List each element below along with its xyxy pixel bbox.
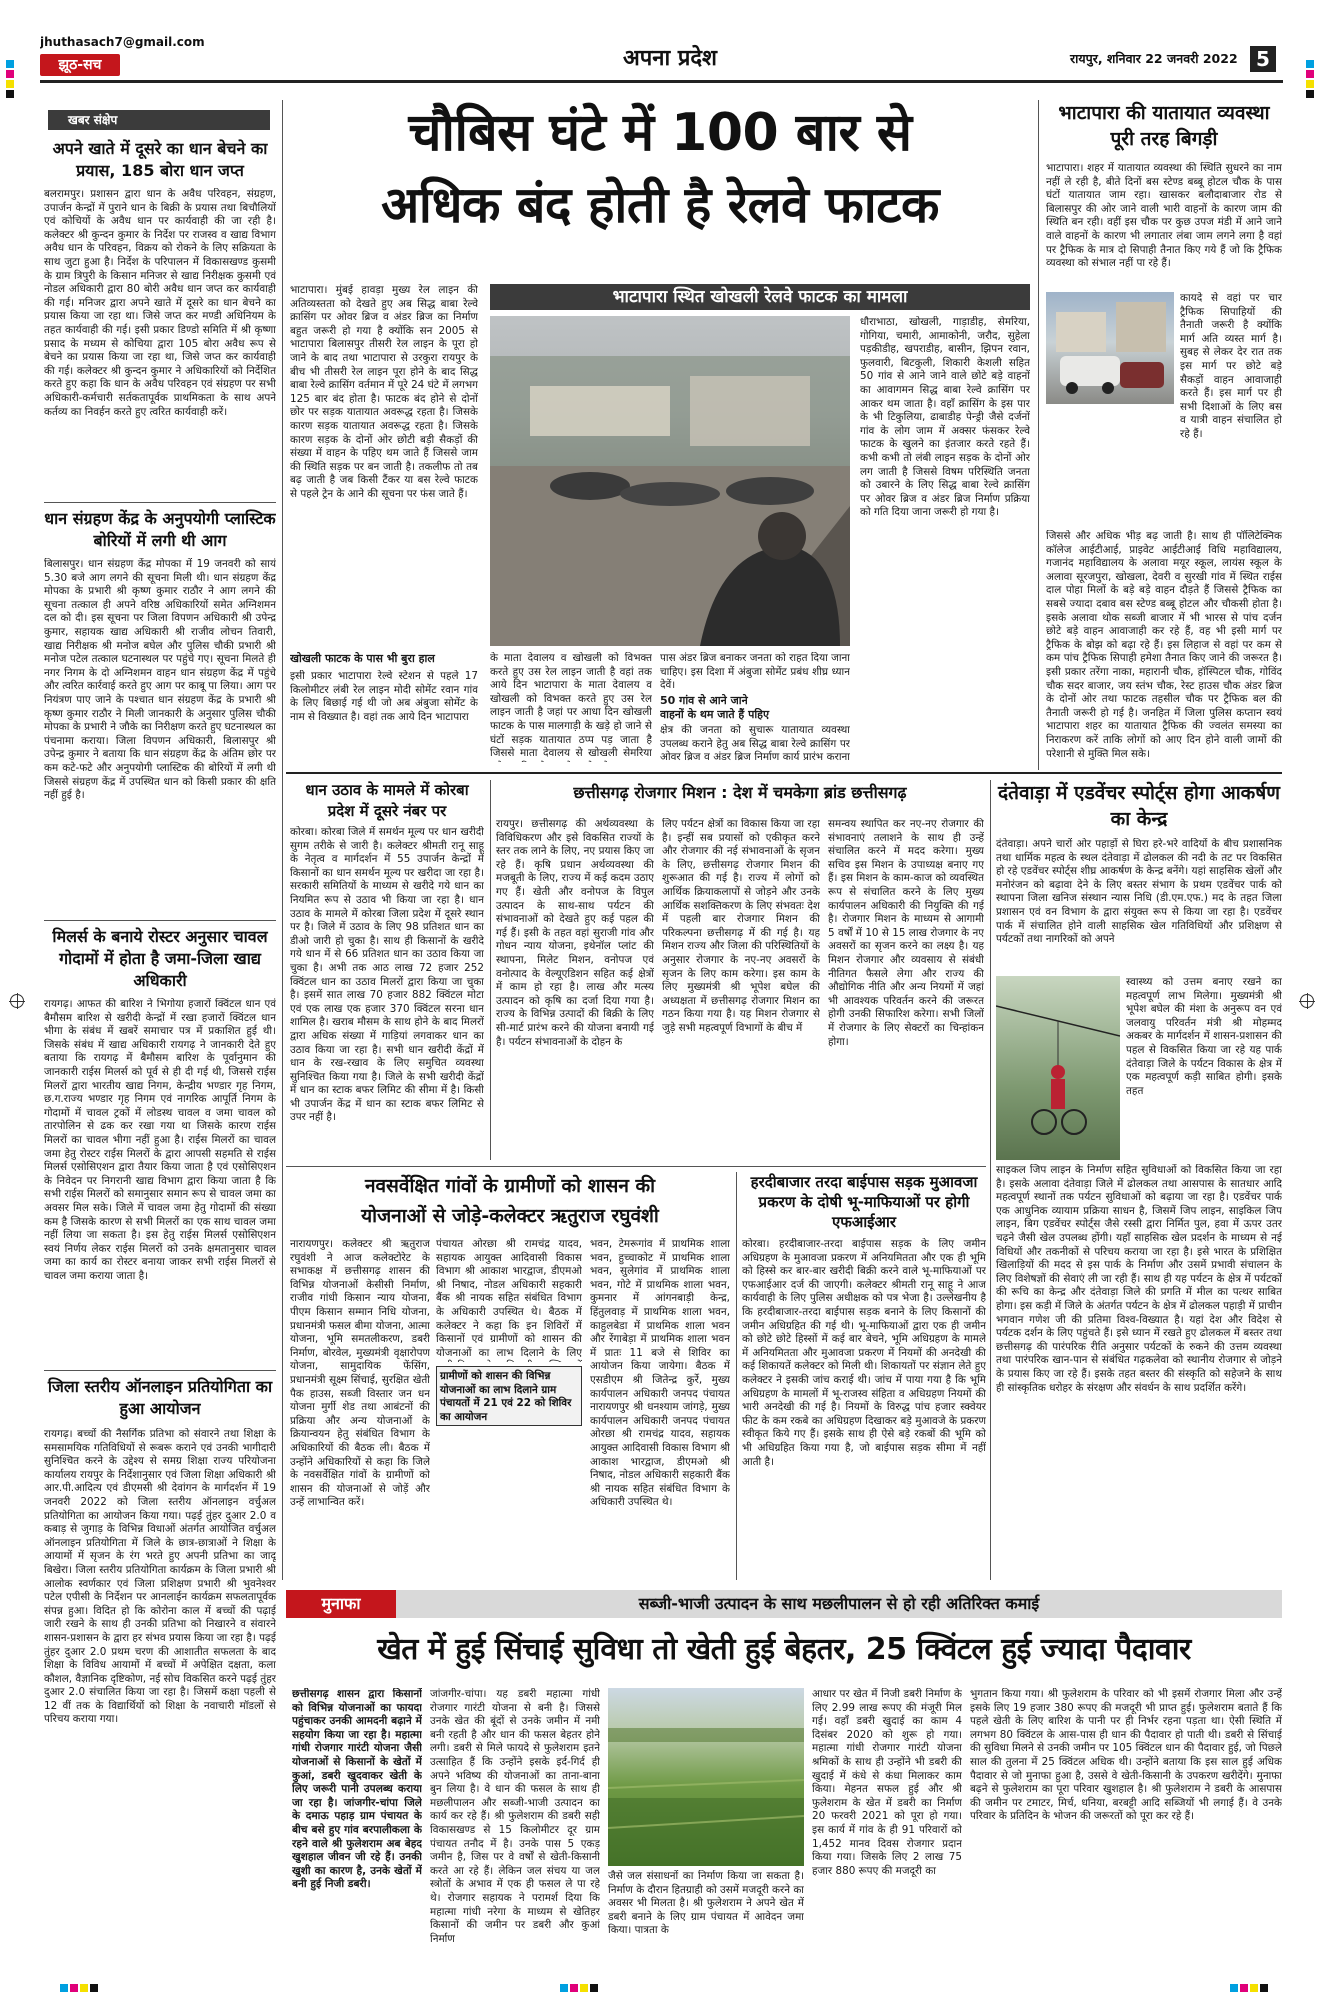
collector-title-2: योजनाओं से जोड़े-कलेक्टर ऋतुराज रघुवंशी: [361, 1205, 659, 1227]
color-bar-bottom-left: [60, 1984, 98, 1992]
collector-divider: [736, 1172, 737, 1580]
brief-sep-1: [44, 502, 276, 503]
dantewada-body-3: साइकल जिप लाइन के निर्माण सहित सुविधाओं को विकसित किया जा रहा है। इसके अलावा दंतेवाड़ा जिले में ढोलकल तथा आसपास के सातधार आदि महत्वपूर्ण स्थानों तक पर्यटन सुविधाओं को बढ़ाया जा रहा है। एडवेंचर पार्क एक आधुनिक व्यायाम प्रक्रिया साधन है, जिसमें जिप लाइन, साइकिल जिप लाइन, बिग एडवेंचर स्पोर्ट्स जैसे रस्सी द्वारा निर्मित पुल, हवा में ऊपर उतर चढ़ने जैसी खेल उपलब्ध होंगी। यहाँ साहसिक खेल प्रदर्शन के माध्यम से नई विधियों और तकनीकों से परिचय कराया जा रहा है। इसे भारत के प्रशिक्षित खिलाड़ियों की मदद से इस पार्क के निर्माण और उसमें प्रभावी संचालन के लिए विशेषज्ञों की सेवाएं ली जा रही हैं। साथ ही यह पर्यटन के क्षेत्र में पर्यटकों की रूचि का केन्द्र और दंतेवाड़ा जिले की प्रगति में मील का पत्थर साबित होगा। इस कड़ी में जिले के अंतर्गत पर्यटन के क्षेत्र में ढोलकल पहाड़ी में प्राचीन भगवान गणेश जी की प्रतिमा विश्व-विख्यात है। यहां देश और विदेश से पर्यटक दर्शन के लिए पहुंचते हैं। इसे ध्यान में रखते हुए ढोलकल में बस्तर तथा छत्तीसगढ़ की पारंपरिक रीति अनुसार पर्यटकों के रुकने की उत्तम व्यवस्था तथा पारंपरिक खान-पान से संबंधित गढ़कलेवा को स्थानीय रोजगार से जोड़ने के प्रयास किए जा रहे हैं। इसके तहत बस्तर की संस्कृति को सहेजने के साथ ही सांस्कृतिक धरोहर के संरक्षण और संवर्धन के साथ प्रदर्शित करेंगे।: [996, 1164, 1282, 1394]
lead-col3-caption-1: 50 गांव से आने जाने: [660, 694, 748, 707]
rozgar-title: छत्तीसगढ़ रोजगार मिशन : देश में चमकेगा ब्रांड छत्तीसगढ़: [573, 783, 907, 802]
brief2-title: धान संग्रहण केंद्र के अनुपयोगी प्लास्टिक बोरियों में लगी थी आग: [44, 509, 276, 550]
color-bar-top-right: [1306, 60, 1314, 98]
brief-sep-3: [44, 1370, 276, 1371]
railway-crossing-photo: [490, 316, 850, 646]
color-bar-bottom-mid: [560, 1984, 598, 1992]
traffic-title: भाटापारा की यातायात व्यवस्था पूरी तरह बिगड़ी: [1058, 102, 1270, 150]
rozgar-col1: रायपुर। छत्तीसगढ़ की अर्थव्यवस्था के विविधिकरण और इसे विकसित राज्यों के स्तर तक लाने के लिए, नए प्रयास किए जा रहे हैं। कृषि प्रधान अर्थव्यवस्था की मजबूती के लिए, राज्य में कई कदम उठाए गए हैं। खेती और वनोपज के विपुल उत्पादन के साथ-साथ पर्यटन की संभावनाओं को देखते हुए कई पहल की गई हैं। इसी के तहत वहां सुराजी गांव और गोधन न्याय योजना, इथेनॉल प्लांट की स्थापना, मिलेट मिशन, वनोपज एवं वनोत्पाद के वेल्यूएडिशन सहित कई क्षेत्रों में काम हो रहा है। लाख और मत्स्य उत्पादन को कृषि का दर्जा दिया गया है। राज्य के विभिन्न उत्पादों की बिक्री के लिए सी-मार्ट प्रारंभ करने की योजना बनायी गई है। पर्यटन संभावनाओं के दोहन के: [496, 818, 654, 1048]
header-rule: [40, 80, 1283, 83]
paddy-field-illustration: [608, 1688, 804, 1866]
lead-col3b: क्षेत्र की जनता को सुचारू यातायात व्यवस्था उपलब्ध कराने हेतु अब सिद्ध बाबा रेल्वे क्रासिंग पर ओवर ब्रिज व अंडर ब्रिज निर्माण कार्य प्रारंभ कराना: [660, 724, 850, 764]
brand-label: झूठ-सच: [58, 57, 102, 73]
haridabazar-title: हरदीबाजार तरदा बाईपास सड़क मुआवजा प्रकरण के दोषी भू-माफियाओं पर होगी एफआईआर: [750, 1173, 978, 1231]
brief4-body: रायगढ़। बच्चों की नैसर्गिक प्रतिभा को संवारने तथा शिक्षा के समसामयिक गतिविधियों से रूबरू कराने एवं उनकी भागीदारी सुनिश्चित करने के उद्देश्य से समग्र शिक्षा राज्य परियोजना कार्यालय रायपुर के निर्देशानुसार एवं जिला शिक्षा अधिकारी श्री आर.पी.आदित्य एवं डीएमसी श्री देवांगन के मार्गदर्शन में 19 जनवरी 2022 को जिला स्तरीय ऑनलाइन वर्चुअल प्रतियोगिता का आयोजन किया गया। पढ़ई तुंहर दुआर 2.0 व कबाड़ से जुगाड़ के विभिन्न विधाओं अंतर्गत आयोजित वर्चुअल ऑनलाइन प्रतियोगिता में जिले के छात्र-छात्राओं ने शिक्षा के आयामों में सृजन के रंग भरते हुए अपनी प्रतिभा का जादू बिखेरा। जिला स्तरीय प्रतियोगिता कार्यक्रम के जिला प्रभारी श्री आलोक स्वर्णकार एवं जिला प्रशिक्षण प्रभारी श्री भुवनेश्वर पटेल एपीसी के निर्देशन पर आनलाईन कार्यक्रम सफलतापूर्वक संपन्न हुआ। विदित हो कि कोरोना काल में बच्चों की पढ़ाई जारी रखने के साथ ही उनकी प्रतिभा को निखारने व संवारने शासन-प्रशासन के द्वारा हर संभव प्रयास किया जा रहा है। पढ़ई तुंहर दुआर 2.0 प्रथम चरण की आशातीत सफलता के बाद शिक्षा के विविध आयामों में बच्चों में अपेक्षित दक्षता, कला कौशल, वैज्ञानिक दृष्टिकोण, नई सोच विकसित करने पढ़ई तुंहर दुआर 2.0 संचालित किया जा रहा है। जिसमें कक्षा पहली से 12 वीं तक के विद्यार्थियों को शिक्षा के नवाचारी मॉडलों से परिचय कराया गया।: [44, 1428, 276, 1726]
brief3-body: रायगढ़। आफत की बारिश ने भिगोया हजारों क्विंटल धान एवं बैमौसम बारिश से खरीदी केन्द्रों में रखा हजारों क्विंटल धान भीगा के संबंध में खबरें समाचार पत्र में प्रकाशित हुई थी। जिसके संबंध में खाद्य अधिकारी रायगढ़ ने जानकारी देते हुए बताया कि रायगढ़ में बैमौसम बारिश के पूर्वानुमान की जानकारी राईस मिलर्स को पूर्व से ही दी गई थी, जिससे राईस मिलरों द्वारा भारतीय खाद्य निगम, केन्द्रीय भण्डार गृह निगम, छ.ग.राज्य भण्डार गृह निगम एवं नागरिक आपूर्ति निगम के गोदामों में चावल ट्रकों में लोडस्थ चावल व जमा चावल को तारपोलिन से ढक कर रखा गया था जिसके कारण राईस मिलरों का चावल भीगा नहीं हुआ है। राईस मिलरों का चावल जमा हेतु रोस्टर राईस मिलरों के द्वारा आपसी सहमति से राईस मिलर्स एसोसिएशन द्वारा तैयार किया जाता है एवं एसोसिएशन के निवेदन पर निगरानी खाद्य विभाग द्वारा किया जाता है कि सभी राईस मिलरों को समानुसार समान रूप से चावल जमा का अवसर मिल सके। जिले में चावल जमा हेतु गोदामों की संख्या कम है जिसके कारण से सभी मिलरों का एक साथ चावल जमा नहीं लिया जा सकता है। इस हेतु राईस मिलर्स एसोसिएशन स्वयं निर्णय लेकर राईस मिलरों को उनके क्षमतानुसार चावल जमा का कार्य का रोस्टर बनाया जाकर सभी राईस मिलरों से चावल जमा कराया जाता है।: [44, 998, 276, 1282]
lead-col1b: इसी प्रकार भाटापारा रेल्वे स्टेशन से पहले 17 किलोमीटर लंबी रेल लाइन मोदी सोमेंट रवान गांव के लिए बिछाई गई थी जो अब अंबुजा सोमेंट के नाम से विख्यात है। वहां तक आये दिन भाटापारा: [290, 670, 478, 723]
brief-label: खबर संक्षेप: [68, 113, 118, 127]
bottom-col4: आधार पर खेत में निजी डबरी निर्माण के लिए 2.99 लाख रूपए की मंजूरी मिल गई। वहाँ डबरी खुदाई का काम 4 दिसंबर 2020 को शुरू हो गया। महात्मा गांधी रोजगार गारंटी योजना श्रमिकों के साथ ही उन्होंने भी डबरी की खुदाई में कंधे से कंधा मिलाकर काम किया। मेहनत सफल हुई और श्री फुलेशराम के खेत में डबरी का निर्माण 20 फरवरी 2021 को पूरा हो गया। इस कार्य में गांव के ही 91 परिवारों को 1,452 मानव दिवस रोजगार प्रदान किया गया। जिसके लिए 2 लाख 75 हजार 880 रूपए की मजदूरी का: [812, 1688, 962, 1877]
lead-right-divider: [1038, 100, 1039, 770]
lead-col1: भाटापारा। मुंबई हावड़ा मुख्य रेल लाइन की अतिव्यस्तता को देखते हुए अब सिद्ध बाबा रेल्वे क्रासिंग पर ओवर ब्रिज व अंडर ब्रिज का निर्माण बहुत जरूरी हो गया है क्योंकि सन 2005 से भाटापारा बिलासपुर तीसरी रेल लाइन के पूरा हो जाने के बाद तथा भाटापारा से उरकुरा रायपुर के बीच भी तीसरी रेल लाइन पूरा होने के बाद सिद्ध बाबा रेल्वे क्रासिंग वर्तमान में पूरे 24 घंटे में लगभग 125 बार बंद होता है। फाटक बंद होने से दोनों छोर पर सड़क यातायात अवरूद्ध रहता है। जिसके कारण सड़क यातायात अवरूद्ध रहता है। जिसके कारण सड़क के दोनों ओर छोटी बड़ी सैकड़ों की संख्या में वाहन के पहिए थम जाते हैं जिससे जाम की स्थिति सड़क पर बन जाती है। तकलीफ तो तब बढ़ जाती है जब किसी टैंकर या बस रेल्वे फाटक से पहले ट्रेन के आने की सूचना पर फंस जाते हैं।: [290, 284, 478, 500]
bottom-intro: छत्तीसगढ़ शासन द्वारा किसानों को विभिन्न योजनाओं का फायदा पहुंचाकर उनकी आमदनी बढ़ाने में सहयोग किया जा रहा है। महात्मा गांधी रोजगार गारंटी योजना जैसी योजनाओं से किसानों के खेतों में कुआं, डबरी खुदवाकर खेती के लिए जरूरी पानी उपलब्ध कराया जा रहा है। जांजगीर-चांपा जिले के दमाऊ पहाड़ ग्राम पंचायत के बीच बसे हुए गांव बरपालीकला के रहने वाले श्री फुलेशराम अब बेहद खुशहाल जीवन जी रहे हैं। उनकी खुशी का कारण है, उनके खेतों में बनी हुई निजी डबरी।: [292, 1688, 422, 1891]
color-bar-bottom-right: [1230, 1984, 1268, 1992]
color-bar-top-left: [6, 60, 14, 98]
railway-crossing-illustration: [490, 316, 850, 646]
lead-col3-caption-2: वाहनों के थम जाते हैं पहिए: [660, 708, 770, 721]
dateline: रायपुर, शनिवार 22 जनवरी 2022: [1070, 51, 1238, 66]
brief-label-box: [48, 110, 270, 130]
traffic-illustration: [1046, 292, 1174, 404]
lead-subhead: भाटापारा स्थित खोखली रेलवे फाटक का मामला: [612, 287, 908, 307]
collector-col1b: [436, 1238, 582, 1362]
brief2-body: बिलासपुर। धान संग्रहण केंद्र मोपका में 19 जनवरी को सायं 5.30 बजे आग लगने की सूचना मिली थी। धान संग्रहण केंद्र मोपका के प्रभारी श्री कृष्ण कुमार राठौर ने आग लगने की सूचना तत्काल ही अपने वरिष्ठ अधिकारियों समेत अग्निशमन दल को दी। इस सूचना पर जिला विपणन अधिकारी श्री उपेन्द्र कुमार, सहायक खाद्य अधिकारी श्री राजीव लोचन तिवारी, खाद्य निरीक्षक श्री मनोज बघेल और पुलिस चौकी प्रभारी श्री मनोज पटेल तत्काल घटनास्थल पर पहुंचे गए। सूचना मिलते ही नगर निगम के दो अग्निशमन वाहन धान संग्रहण केंद्र में पहुंचे और त्वरित कार्रवाई करते हुए आग पर काबू पा लिया। आग पर नियंत्रण पाए जाने के पश्चात धान संग्रहण केंद्र के प्रभारी श्री कृष्ण कुमार राठौर ने मिली जानकारी के अनुसार पुलिस चौकी मोपका के प्रभारी ने जौके का निरीक्षण करते हुए घटनास्थल का पंचनामा कराया। जिला विपणन अधिकारी, बिलासपुर श्री उपेन्द्र कुमार ने बताया कि धान संग्रहण केंद्र के अंतिम छोर पर कम कटे-फटे और अनुपयोगी प्लास्टिक की बोरियों में लगी थी जिससे संग्रहण केंद्र में उपस्थित धान को किसी प्रकार की क्षति नहीं हुई है।: [44, 558, 276, 802]
strap-text: सब्जी-भाजी उत्पादन के साथ मछलीपालन से हो रही अतिरिक्त कमाई: [638, 1594, 1040, 1613]
bottom-caption: जैसे जल संसाधनों का निर्माण किया जा सकता है। निर्माण के दौरान हितग्राही को उसमें मजदूरी करने का अवसर भी मिलता है। श्री फुलेशराम ने अपने खेत में डबरी बनाने के लिए ग्राम पंचायत में आवेदन जमा किया। पात्रता के: [608, 1870, 804, 1937]
collector-pullquote: ग्रामीणों को शासन की विभिन्न योजनाओं का लाभ दिलाने ग्राम पंचायतों में 21 एवं 22 को शिविर का आयोजन: [440, 1370, 572, 1423]
kicker-label: मुनाफा: [321, 1594, 361, 1613]
bottom-col2: जांजगीर-चांपा। यह डबरी महात्मा गांधी रोजगार गारंटी योजना से बनी है। जिससे उनके खेत की बूंदों से उनके जमीन में नमी बनी रहती है और धान की फसल बेहतर होने लगी। डबरी से मिले फायदे से फुलेशराम इतने उत्साहित हैं कि उन्होंने इसके इर्द-गिर्द ही अपने भविष्य की योजनाओं का ताना-बाना बुन लिया है। वे धान की फसल के साथ ही मछलीपालन और सब्जी-भाजी उत्पादन का कार्य कर रहे हैं। श्री फुलेशराम की डबरी सही विकासखण्ड से 15 किलोमीटर दूर ग्राम पंचायत तनौद में है। उनके पास 5 एकड़ जमीन है, जिस पर वे वर्षों से खेती-किसानी करते आ रहे हैं। लेकिन जल संचय या जल स्त्रोतों के अभाव में एक ही फसल ले पा रहे थे। रोजगार सहायक ने परामर्श दिया कि महात्मा गांधी नरेगा के माध्यम से खेतिहर किसानों की जमीन पर डबरी और कुआं निर्माण: [430, 1688, 600, 1945]
collector-pullquote-box: [436, 1366, 582, 1426]
paddy-field-photo: [608, 1688, 804, 1866]
korba-title: धान उठाव के मामले में कोरबा प्रदेश में दूसरे नंबर पर: [305, 781, 469, 820]
brand-box: [40, 54, 120, 76]
lead-headline-1: चौबिस घंटे में 100 बार से: [408, 103, 912, 163]
collector-top-rule: [286, 1166, 986, 1167]
haridabazar-body: कोरबा। हरदीबाजार-तरदा बाईपास सड़क के लिए जमीन अधिग्रहण के मुआवजा प्रकरण में अनियमितता और एक ही भूमि को हिस्से कर बार-बार खरीदी बिक्री करने वाले भू-माफियाओं पर एफआईआर दर्ज की जाएगी। कलेक्टर श्रीमती रानू साहू ने आज कार्यवाही के लिए पुलिस अधीक्षक को पत्र भेजा है। उल्लेखनीय है कि हरदीबाजार-तरदा बाईपास सड़क बनाने के लिए किसानों की जमीन अधिग्रहित की गई थी। भू-माफियाओं द्वारा एक ही जमीन को छोटे छोटे हिस्सों में कई बार बेचने, भूमि अधिग्रहण के मामले में अनियमितता और मुआवजा प्रकरण में नियमों की अनदेखी की कई शिकायतें कलेक्टर को मिली थी। शिकायतों पर संज्ञान लेते हुए कलेक्टर ने इसकी जांच कराई थी। जांच में पाया गया है कि भूमि अधिग्रहण के मामलों में भू-राजस्व संहिता व अधिग्रहण नियमों की भारी अनदेखी की गई है। नियमों के विरुद्ध पांच हजार स्क्वेयर फीट के कम रकबे का अधिग्रहण दिखाकर बड़े मुआवजे के प्रकरण स्वीकृत किये गए हैं। इसके साथ ही ऐसे बड़े रकबों की भूमि को भी अधिग्रहित किया गया है, जो बाईपास सड़क सीमा में नहीं आती है।: [742, 1238, 986, 1468]
strap-box: [396, 1590, 1282, 1618]
korba-divider: [490, 780, 491, 1160]
rozgar-col2: लिए पर्यटन क्षेत्रों का विकास किया जा रहा है। इन्हीं सब प्रयासों को एकीकृत करने और रोजगार की नई संभावनाओं के सृजन के लिए, छत्तीसगढ़ रोजगार मिशन की शुरूआत की गई है। राज्य में लोगों को आर्थिक क्रियाकलापों से जोड़ने और उनके आर्थिक सशक्तिकरण के लिए संभवतः देश में पहली बार रोजगार मिशन की परिकल्पना छत्तीसगढ़ में की गई है। यह मिशन राज्य और जिला की परिस्थितियों के अनुसार रोजगार के नए-नए अवसरों के सृजन के लिए काम करेगा। इस काम के लिए मुख्यमंत्री श्री भूपेश बघेल की अध्यक्षता में छत्तीसगढ़ रोजगार मिशन का गठन किया गया है। यह मिशन रोजगार से जुड़े सभी महत्वपूर्ण विभागों के बीच में: [662, 818, 820, 1034]
page-number-box: [1250, 46, 1276, 72]
bottom-kicker-bar: [286, 1590, 1282, 1618]
dantewada-title: दंतेवाड़ा में एडवेंचर स्पोर्ट्स होगा आकर्षण का केन्द्र: [998, 782, 1280, 830]
collector-title-1: नवसर्वेक्षित गांवों के ग्रामीणों को शासन की: [364, 1175, 656, 1197]
rozgar-col3: समन्वय स्थापित कर नए-नए रोजगार की संभावनाएं तलाशने के साथ ही उन्हें संचालित करने में मदद करेगा। मुख्य सचिव इस मिशन के उपाध्यक्ष बनाए गए हैं। इस मिशन के काम-काज को व्यवस्थित रूप से संचालित करने के लिए मुख्य कार्यपालन अधिकारी की नियुक्ति की गई है। रोजगार मिशन के माध्यम से आगामी 5 वर्षों में 10 से 15 लाख रोजगार के नए अवसरों का सृजन करने का लक्ष्य है। यह मिशन रोजगार और व्यवसाय से संबंधी नीतिगत फैसले लेगा और राज्य की औद्योगिक नीति और अन्य नियमों में जहां भी आवश्यक परिवर्तन करने की जरूरत होगी उनकी सिफारिश करेगा। सभी जिलों में रोजगार के लिए सेक्टरों का चिन्हांकन होगा।: [828, 818, 984, 1048]
masthead: [0, 0, 1323, 86]
traffic-photo: [1046, 292, 1174, 404]
mid-rule: [286, 772, 1282, 774]
zipline-photo: [996, 976, 1120, 1160]
lead-col1-caption: खोखली फाटक के पास भी बुरा हाल: [290, 652, 435, 665]
brief1-title: अपने खाते में दूसरे का धान बेचने का प्रयास, 185 बोरा धान जप्त: [52, 139, 268, 180]
brief3-title: मिलर्स के बनाये रोस्टर अनुसार चावल गोदामों में होता है जमा-जिला खाद्य अधिकारी: [52, 927, 268, 990]
registration-mark-left: [10, 994, 24, 1008]
registration-mark-right: [1300, 994, 1314, 1008]
bottom-col5: भुगतान किया गया। श्री फुलेशराम के परिवार को भी इसमें रोजगार मिला और उन्हें इसके लिए 19 हजार 380 रूपए की मजदूरी भी प्राप्त हुई। फुलेशराम बताते हैं कि पहले खेती के लिए बारिश के पानी पर ही निर्भर रहना पड़ता था। ऐसी स्थिति में लगभग 80 क्विंटल के आस-पास ही धान की पैदावार हो पाती थी। डबरी से सिंचाई की सुविधा मिलने से उनकी जमीन पर 105 क्विंटल धान की पैदावार हुई, जो पिछले साल की तुलना में 25 क्विंटल अधिक थी। उन्होंने बताया कि इस साल हुई अधिक पैदावार से जो मुनाफा हुआ है, उससे वे खेती-किसानी के उपकरण खरीदेंगे। मुनाफा बढ़ने से फुलेशराम का पूरा परिवार खुशहाल है। श्री फुलेशराम ने डबरी के आसपास की जमीन पर टमाटर, मिर्च, धनिया, बरबट्टी आदि सब्जियों भी लगाई हैं। वे उनके परिवार के प्रतिदिन के भोजन की जरूरतों को पूरा कर रहे हैं।: [970, 1688, 1282, 1823]
collector-col1: नारायणपुर। कलेक्टर श्री ऋतुराज रघुवंशी ने आज कलेक्टोरेट के सभाकक्ष में छत्तीसगढ़ शासन की विभिन्न योजनाओं केसीसी निर्माण, राजीव गांधी किसान न्याय योजना, पीएम किसान सम्मान निधि योजना, प्रधानमंत्री फसल बीमा योजना, आत्मा योजना, भूमि समतलीकरण, डबरी निर्माण, बोरवेल, मुख्यमंत्री वृक्षारोपण योजना, सामुदायिक फेंसिंग, प्रधानमंत्री सूक्ष्म सिंचाई, सुरक्षित खेती पैक हाउस, सब्जी विस्तार जन धन योजना मुर्गी शेड तथा आबंटनों की प्रक्रिया और अन्य योजनाओं के क्रियान्वयन हेतु संबंधित विभाग के अधिकारियों की बैठक ली। बैठक में उन्होंने अधिकारियों से कहा कि जिले के नवसर्वेक्षित गांवों के ग्रामीणों को शासन की योजनाओं से जोड़ें और उन्हें लाभान्वित करें।: [290, 1238, 430, 1509]
brief-sep-2: [44, 920, 276, 921]
lead-col4: धौराभाठा, खोखली, गाड़ाडीह, सेमरिया, गोगिया, चमारी, आमाकोनी, जरौद, सुहेला पड़कीडीह, खपराडीह, बासीन, झिपन रवान, फुलवारी, बिटकुली, शिकारी केशली सहित 50 गांव से आने जाने वाले छोटे बड़े वाहनों का आवागमन सिद्ध बाबा रेल्वे क्रासिंग पर आकर थम जाता है। वहाँ क्रासिंग के इस पार के भी टिकुलिया, ढाबाडीह पेन्ड्री जैसे दर्जनों गांव के लोग जाम में अक्सर फंसकर रेल्वे फाटक के खुलने का इंतजार करते रहते हैं। कभी कभी तो लंबी लाइन सड़क के दोनों ओर लग जाती है जिससे विषम परिस्थिति जनता को उबारने के लिए सिद्ध बाबा रेल्वे क्रासिंग पर ओवर ब्रिज व अंडर ब्रिज निर्माण प्रक्रिया को गति दिया जाना जरूरी हो गया है।: [860, 316, 1030, 519]
sidebar-divider: [282, 100, 283, 1580]
traffic-body-1: भाटापारा। शहर में यातायात व्यवस्था की स्थिति सुधरने का नाम नहीं ले रही है, बीते दिनों बस स्टेण्ड बब्बू होटल चौक के पास घंटों यातायात जाम रहा। खासकर बलौदाबाजार रोड से बिलासपुर की ओर जाने वाली भारी वाहनों के कारण जाम की स्थिति बन रही। वहीं इस चौक पर कुछ उपज मंडी में आने जाने वाले वाहनों के कारण भी लगातार लंबा जाम लगने लगा है वहां पर ट्रैफिक के मात्र दो सिपाही तैनात किए गये हैं जो कि ट्रैफिक व्यवस्था को संभाल नहीं पा रहे हैं।: [1046, 162, 1282, 270]
kicker-box: [286, 1590, 396, 1618]
brief4-title: जिला स्तरीय ऑनलाइन प्रतियोगिता का हुआ आयोजन: [47, 1377, 273, 1418]
page-number: 5: [1256, 47, 1270, 71]
lead-col3: पास अंडर ब्रिज बनाकर जनता को राहत दिया जाना चाहिए। इस दिशा में अंबुजा सोमेंट प्रबंध शीघ्र ध्यान देवें।: [660, 652, 850, 692]
rozgar-divider: [990, 780, 991, 1580]
brief1-body: बलरामपुर। प्रशासन द्वारा धान के अवैध परिवहन, संग्रहण, उपार्जन केन्द्रों में पुराने धान के बिक्री के प्रयास तथा बिचौलियों एवं कोचियों के अवैध धान पर कार्यवाही की जा रही है। कलेक्टर श्री कुन्दन कुमार के निर्देश पर राजस्व व खाद्य विभाग अवैध धान के परिवहन, विक्रय को रोकने के लिए सक्रियता के साथ जुटा हुआ है। निर्देश के परिपालन में विकासखण्ड कुसमी के ग्राम त्रिपुरी के किसान मनिजर से खाद्य निरीक्षक कुसमी एवं नोडल अधिकारी द्वारा 80 बोरी अवैध धान जप्त कर कार्यवाही की गई। मनिजर द्वारा अपने खाते में दूसरे का धान बेचने का प्रयास किया जा रहा था। जिसे जप्त कर मण्डी अधिनियम के तहत कार्यवाही की गई। इसी प्रकार डिण्डो समिति में श्री कृष्णा प्रसाद के मध्यम से कोचिया द्वारा 105 बोरा अवैध रूप से बेचने का प्रयास किया जा रहा था, जिसे जप्त कर कार्यवाही की गई। कलेक्टर श्री कुन्दन कुमार ने अधिकारियों को निर्देशित करते हुए कहा कि धान के अवैध परिवहन एवं संग्रहण पर सभी अधिकारी-कर्मचारी सर्तकतापूर्वक प्राथमिकता के साथ अपने कर्तव्य का निवर्हन करते हुए त्वरित कार्यवाही करें।: [44, 188, 276, 418]
lead-col2: के माता देवालय व खोखली को विभक्त करते हुए उस रेल लाइन जाती है वहां तक आये दिन भाटापारा के माता देवालय व खोखली को विभक्त करते हुए उस रेल लाइन जाती है जहां पर आधा दिन खोखली फाटक के पास मालगाड़ी के खड़े हो जाने से घंटों सड़क यातायात ठप्प पड़ जाता है जिससे माता देवालय से खोखली सेमरिया: [490, 652, 652, 760]
bottom-headline: खेत में हुई सिंचाई सुविधा तो खेती हुई बेहतर, 25 क्विंटल हुई ज्यादा पैदावार: [377, 1632, 1191, 1667]
dantewada-body-2: स्वास्थ्य को उत्तम बनाए रखने का महत्वपूर्ण लाभ मिलेगा। मुख्यमंत्री श्री भूपेश बघेल की मंशा के अनुरूप वन एवं जलवायु परिवर्तन मंत्री श्री मोहम्मद अकबर के मार्गदर्शन में शासन-प्रशासन की पहल से विकसित किया जा रहे यह पार्क दंतेवाड़ा जिले के पर्यटन विकास के क्षेत्र में एक महत्वपूर्ण कड़ी साबित होगी। इसके तहत: [1126, 976, 1282, 1097]
header-email: jhuthasach7@gmail.com: [40, 36, 205, 49]
collector-col3-text: पंचायत ओरछा श्री रामचंद्र यादव, सहायक आयुक्त आदिवासी विकास विभाग श्री आकाश भारद्वाज, डीएमओ श्री निषाद, नोडल अधिकारी सहकारी बैंक श्री नायक सहित संबंधित विभाग के अधिकारी उपस्थित थे। बैठक में कलेक्टर ने कहा कि इन शिविरों में किसानों एवं ग्रामीणों को शासन की योजनाओं का लाभ दिलाने के लिए: [436, 1238, 582, 1359]
lead-headline-2: अधिक बंद होती है रेलवे फाटक: [381, 176, 939, 234]
traffic-body-3: जिससे और अधिक भीड़ बढ़ जाती है। साथ ही पॉलिटेक्निक कॉलेज आईटीआई, प्राइवेट आईटीआई विधि महाविद्यालय, गजानंद महाविद्यालय के अलावा मयूर स्कूल, लायंस स्कूल के अलावा सूरजपुरा, खोखला, देवरी व सुरखी गांव में स्थित राईस दाल पोहा मिलों के बड़े बड़े वाहन दौड़ते हैं जिससे ट्रैफिक का सबसे ज्यादा दबाव बस स्टेण्ड बब्बू होटल और चौकसी होता है। इसके अलावा थोक सब्जी बाजार में भी भारस से पांच दर्जन छोटे बड़े वाहन आवाजाही कर रहे हैं, वह भी इसी मार्ग पर ट्रैफिक के बोझ को बढ़ा रहे हैं। इस लिहाज से वहां पर कम से कम पांच ट्रैफिक सिपाही हमेशा तैनात किए जाने की जरूरत है। इसी प्रकार तरेंगा नाका, महारानी चौक, हॉस्पिटल चौक, गोविंद चौक सदर बाजार, जय स्तंभ चौक, रेस्ट हाउस चौक अंडर ब्रिज के दोनों ओर तथा फाटक तहसील चौक पर ट्रैफिक बल की तैनाती जरूरी हो गई है। जनहित में जिला पुलिस कप्तान स्वयं भाटापारा शहर का यातायात ट्रैफिक की ज्वलंत समस्या का निराकरण करें ताकि लोगों को आए दिन होने वाली जामों की परेशानी से मुक्ति मिल सके।: [1046, 530, 1282, 760]
traffic-body-2: कायदे से वहां पर चार ट्रैफिक सिपाहियों की तैनाती जरूरी है क्योंकि मार्ग अति व्यस्त मार्ग है। सुबह से लेकर देर रात तक इस मार्ग पर छोटे बड़े सैकड़ों वाहन आवाजाही करते हैं। इस मार्ग पर ही सभी दिशाओं के लिए बस व यात्री वाहन संचालित हो रहे हैं।: [1180, 292, 1282, 440]
lead-subhead-box: [490, 284, 1030, 310]
section-title: अपना प्रदेश: [622, 46, 718, 71]
korba-body: कोरबा। कोरबा जिले में समर्थन मूल्य पर धान खरीदी सुगम तरीके से जारी है। कलेक्टर श्रीमती रानू साहू के नेतृत्व व मार्गदर्शन में 55 उपार्जन केन्द्रों में किसानों का धान समर्थन मूल्य पर खरीदा जा रहा है। सरकारी समितियों के माध्यम से खरीदे गये धान का नियमित रूप से उठाव भी किया जा रहा है। धान उठाव के मामले में कोरबा जिला प्रदेश में दूसरे स्थान पर है। जिले में उठाव के लिए 98 प्रतिशत धान का डीओ जारी हो चुका है। साथ ही किसानों के खरीदे गये धान में से 66 प्रतिशत धान का उठाव किया जा चुका है। अभी तक आठ लाख 72 हजार 252 क्विंटल धान का उठाव मिलरों द्वारा किया जा चुका है। इसमें सात लाख 70 हजार 882 क्विंटल मोटा एवं एक लाख एक हजार 370 क्विंटल सरना धान शामिल है। खराब मौसम के साथ होने के बाद मिलरों द्वारा अधिक संख्या में गाड़ियां लगवाकर धान का उठाव किया जा रहा है। सभी धान खरीदी केंद्रों में धान के रख-रखाव के लिए समुचित व्यवस्था सुनिश्चित किया गया है। जिले के सभी खरीदी केंद्रों में धान का स्टाक बफर लिमिट की सीमा में है। किसी भी उपार्जन केंद्र में धान का स्टाक बफर लिमिट से उपर नहीं है।: [290, 826, 484, 1124]
zipline-illustration: [996, 976, 1120, 1160]
collector-col2: भवन, टेमरूगांव में प्राथमिक शाला भवन, हुच्चाकोट में प्राथमिक शाला भवन, सुलेगांव में प्राथमिक शाला भवन, गोटे में प्राथमिक शाला भवन, कुमनार में आंगनबाड़ी केन्द्र, हिंतुलवाड़ में प्राथमिक शाला भवन, काहुलबेडा में प्राथमिक शाला भवन और रेंगाबेड़ा में प्राथमिक शाला भवन में प्रातः 11 बजे से शिविर का आयोजन किया जायेगा। बैठक में एसडीएम श्री जितेन्द्र कुर्रे, मुख्य कार्यपालन अधिकारी जनपद पंचायत नारायणपुर श्री धनश्याम जांगड़े, मुख्य कार्यपालन अधिकारी जनपद पंचायत ओरछा श्री रामचंद्र यादव, सहायक आयुक्त आदिवासी विकास विभाग श्री आकाश भारद्वाज, डीएमओ श्री निषाद, नोडल अधिकारी सहकारी बैंक श्री नायक सहित संबंधित विभाग के अधिकारी उपस्थित थे।: [590, 1238, 730, 1509]
dantewada-body-1: दंतेवाड़ा। अपने चारों ओर पहाड़ों से घिरा हरे-भरे वादियों के बीच प्रशासनिक तथा धार्मिक महत्व के स्थल दंतेवाड़ा में ढोलकल की नदी के तट पर विकसित हो रहे एडवेंचर स्पोर्ट्स शीघ्र आकर्षण के केन्द्र बनेंगे। यहां साहसिक खेलों और मनोरंजन को बढ़ावा देने के लिए बस्तर संभाग के प्रथम एडवेंचर पार्क को स्थापना जिला खनिज संस्थान न्यास निधि (डी.एम.एफ.) मद के तहत जिला प्रशासन एवं वन विभाग के द्वारा संयुक्त रूप से किया जा रहा है। एडवेंचर पार्क में संचालित होने वाली साहसिक खेल गतिविधियों और प्रशिक्षण से पर्यटकों तथा नागरिकों को अपने: [996, 838, 1282, 946]
